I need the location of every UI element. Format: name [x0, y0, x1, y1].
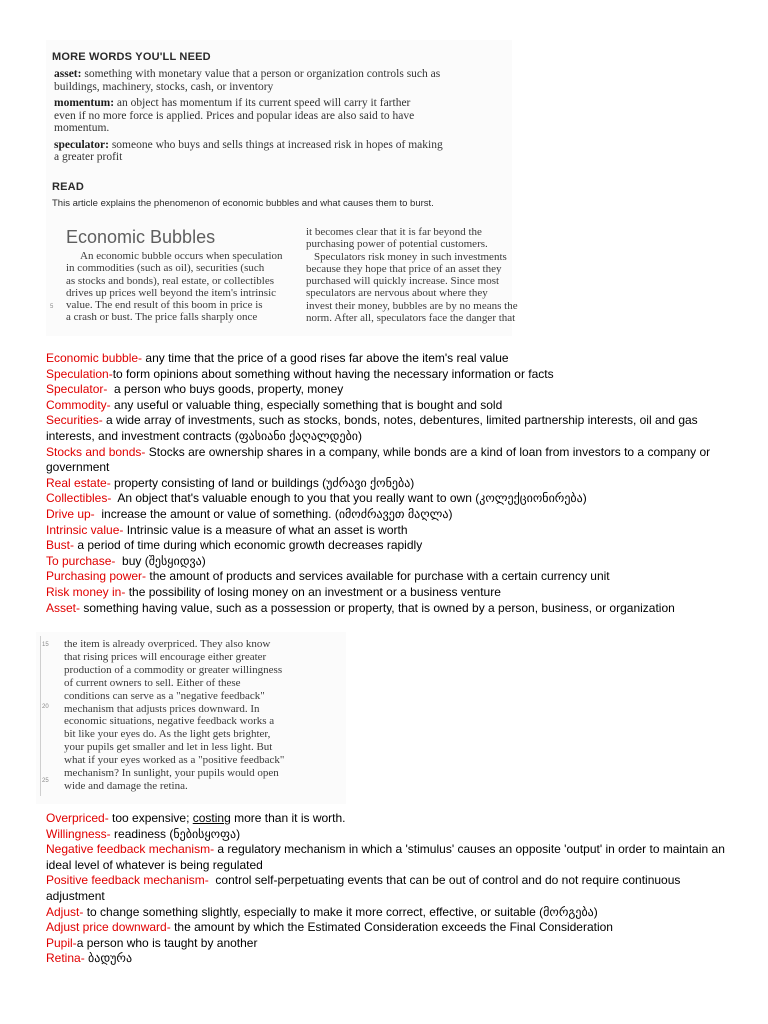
glossary-definition-underlined: costing: [192, 811, 231, 825]
article-line: value. The end result of this boom in price is: [66, 299, 263, 312]
glossary-list-1: [46, 351, 726, 616]
excerpt-line: mechanism that adjusts prices downward. In: [64, 702, 260, 715]
article-column-2: [306, 226, 516, 324]
glossary-list-2: [46, 811, 726, 967]
glossary-definition: any useful or valuable thing, especially something that is bought and sold: [110, 397, 503, 412]
glossary-term: Adjust price downward-: [46, 920, 171, 935]
glossary-definition: too expensive;: [108, 811, 193, 825]
more-words-heading: MORE WORDS YOU'LL NEED: [52, 51, 211, 63]
glossary-item: [46, 445, 726, 476]
glossary-definition: to change something slightly, especially to make it more correct, effective, or suitable (მორგება): [83, 904, 598, 919]
glossary-term: Overpriced-: [46, 811, 109, 825]
glossary-definition: to form opinions about something without having the necessary information or facts: [112, 366, 554, 381]
textbook-scan-top: [46, 40, 518, 336]
article-line: Speculators risk money in such investments: [314, 250, 507, 263]
glossary-item: [46, 507, 726, 523]
glossary-item: [46, 601, 726, 617]
excerpt-line: production of a commodity or greater willingness: [64, 663, 283, 676]
glossary-term: Real estate-: [46, 475, 111, 490]
glossary-item: [46, 827, 726, 843]
glossary-item: [46, 936, 726, 952]
excerpt-line: bit like your eyes do. As the light gets brighter,: [64, 728, 271, 741]
glossary-item: [46, 569, 726, 585]
article-column-1: [66, 250, 286, 324]
glossary-item: [46, 920, 726, 936]
excerpt-line: of current owners to sell. Either of these: [64, 676, 241, 689]
glossary-definition: the amount of products and services available for purchase with a certain currency unit: [146, 569, 610, 584]
glossary-term: Willingness-: [46, 826, 111, 841]
article-line: as stocks and bonds), real estate, or collectibles: [66, 274, 275, 287]
article-line: because they hope that price of an asset they: [306, 262, 502, 275]
glossary-term: Economic bubble-: [46, 351, 143, 365]
read-intro: This article explains the phenomenon of economic bubbles and what causes them to burst.: [52, 198, 434, 209]
glossary-item: [46, 476, 726, 492]
glossary-term: Speculation-: [46, 366, 113, 381]
article-line: An economic bubble occurs when speculation: [80, 250, 283, 262]
excerpt-line: wide and damage the retina.: [64, 779, 188, 792]
article-line: drives up prices well beyond the item's intrinsic: [66, 286, 277, 299]
article-title: Economic Bubbles: [66, 227, 216, 247]
glossary-term: Positive feedback mechanism-: [46, 873, 209, 888]
glossary-item: [46, 398, 726, 414]
excerpt-line: that rising prices will encourage either greater: [64, 650, 267, 663]
glossary-term: Purchasing power-: [46, 569, 147, 584]
glossary-item: [46, 842, 726, 873]
glossary-term: Negative feedback mechanism-: [46, 842, 215, 857]
glossary-definition: control self-perpetuating events that can be out of control and do not require continuous adjustment: [46, 873, 684, 903]
glossary-definition: something having value, such as a possession or property, that is owned by a person, business, or organization: [80, 600, 675, 615]
article-line: purchased will quickly increase. Since most: [306, 275, 500, 288]
glossary-item: [46, 538, 726, 554]
glossary-item: [46, 491, 726, 507]
glossary-item: [46, 873, 726, 904]
article-line: in commodities (such as oil), securities (such: [66, 262, 265, 275]
article-line: purchasing power of potential customers.: [306, 238, 488, 251]
line-number: 5: [50, 304, 54, 310]
glossary-term: Stocks and bonds-: [46, 444, 146, 459]
glossary-definition: more than it is worth.: [230, 811, 346, 825]
excerpt-line: conditions can serve as a "negative feedback": [64, 689, 265, 702]
glossary-definition: buy (შესყიდვა): [115, 553, 206, 568]
glossary-definition: ბადურა: [84, 951, 133, 966]
glossary-definition: a person who is taught by another: [76, 935, 258, 950]
glossary-definition: An object that's valuable enough to you that you really want to own (კოლექციონირება): [111, 491, 587, 506]
glossary-term: Drive up-: [46, 506, 95, 521]
word-entry-momentum: momentum: an object has momentum if its current speed will carry it farther even if no more force is applied. Prices and popular ideas are also said to have momentum.: [54, 97, 415, 134]
glossary-term: Retina-: [46, 951, 85, 966]
glossary-item: [46, 811, 726, 827]
excerpt-column: [64, 638, 342, 793]
glossary-definition: readiness (ნებისყოფა): [110, 826, 241, 841]
line-number: 15: [42, 642, 49, 648]
excerpt-line: mechanism? In sunlight, your pupils would open: [64, 767, 279, 780]
textbook-scan-middle: [36, 632, 346, 804]
glossary-term: Risk money in-: [46, 584, 126, 599]
line-number: 25: [42, 778, 49, 784]
excerpt-line: what if your eyes worked as a "positive feedback": [64, 754, 285, 767]
glossary-term: Adjust-: [46, 904, 84, 919]
glossary-term: To purchase-: [46, 553, 116, 568]
article-line: it becomes clear that it is far beyond the: [306, 226, 482, 238]
glossary-definition: the amount by which the Estimated Consideration exceeds the Final Consideration: [170, 920, 613, 935]
glossary-term: Pupil-: [46, 935, 77, 950]
read-heading: READ: [52, 181, 84, 193]
glossary-term: Asset-: [46, 600, 81, 615]
word-entry-speculator: speculator: someone who buys and sells things at increased risk in hopes of making a greater profit: [54, 138, 443, 163]
glossary-definition: any time that the price of a good rises far above the item's real value: [142, 351, 509, 365]
line-number: 20: [42, 704, 49, 710]
glossary-item: [46, 351, 726, 367]
excerpt-line: your pupils get smaller and let in less light. But: [64, 741, 273, 754]
glossary-definition: increase the amount or value of something. (იმოძრავეთ მაღლა): [94, 506, 453, 521]
glossary-item: [46, 905, 726, 921]
article-line: a crash or bust. The price falls sharply once: [66, 311, 258, 324]
excerpt-line: economic situations, negative feedback works a: [64, 715, 275, 728]
glossary-definition: a regulatory mechanism in which a 'stimulus' causes an opposite 'output' in order to maintain an ideal level of whatever is being regulated: [46, 842, 725, 872]
glossary-item: [46, 585, 726, 601]
glossary-definition: Intrinsic value is a measure of what an asset is worth: [123, 522, 408, 537]
glossary-definition: property consisting of land or buildings (უძრავი ქონება): [110, 475, 415, 490]
glossary-item: [46, 523, 726, 539]
glossary-item: [46, 413, 726, 444]
glossary-definition: the possibility of losing money on an investment or a business venture: [125, 584, 501, 599]
glossary-item: [46, 367, 726, 383]
word-entry-asset: asset: something with monetary value that a person or organization controls such as buildings, machinery, stocks, cash, or inventory: [54, 68, 441, 93]
glossary-term: Intrinsic value-: [46, 522, 124, 537]
glossary-item: [46, 382, 726, 398]
glossary-term: Commodity-: [46, 397, 111, 412]
glossary-term: Speculator-: [46, 382, 108, 397]
article-line: invest their money, bubbles are by no means the: [306, 299, 518, 312]
glossary-definition: a period of time during which economic growth decreases rapidly: [74, 538, 423, 553]
excerpt-line: the item is already overpriced. They also know: [64, 638, 271, 650]
glossary-definition: a wide array of investments, such as stocks, bonds, notes, debentures, limited partnership interests, oil and gas interests, and investment contracts (ფასიანი ქაღალდები): [46, 413, 698, 443]
article-line: norm. After all, speculators face the danger that: [306, 312, 516, 325]
margin-rule: [40, 636, 43, 796]
glossary-term: Collectibles-: [46, 491, 112, 506]
article-line: speculators are nervous about where they: [306, 287, 488, 300]
glossary-term: Bust-: [46, 538, 75, 553]
glossary-item: [46, 554, 726, 570]
glossary-term: Securities-: [46, 413, 103, 428]
glossary-item: [46, 951, 726, 967]
glossary-definition: Stocks are ownership shares in a company, while bonds are a kind of loan from investors to a company or government: [46, 444, 711, 475]
more-words-list: [54, 68, 504, 168]
glossary-definition: a person who buys goods, property, money: [107, 382, 344, 397]
